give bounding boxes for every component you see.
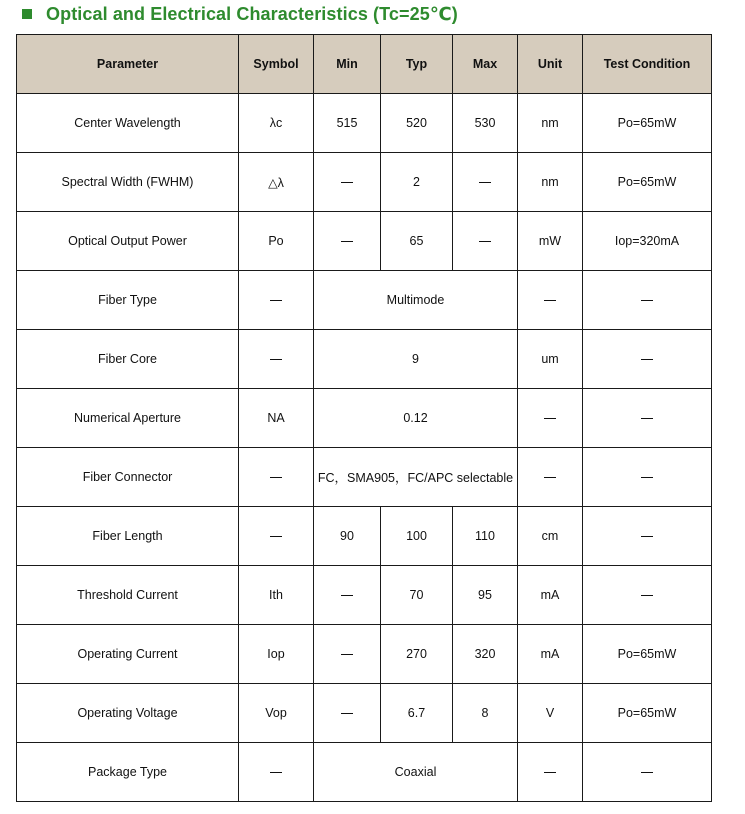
table-row	[17, 153, 712, 212]
cell-parameter: Fiber Type	[17, 271, 239, 330]
dash-icon	[641, 418, 653, 419]
table-row	[17, 94, 712, 153]
dash-icon	[479, 182, 491, 183]
cell-min-empty	[314, 684, 381, 743]
table-row	[17, 743, 712, 802]
cell-parameter: Fiber Core	[17, 330, 239, 389]
cell-symbol: △λ	[239, 153, 314, 212]
cell-parameter: Operating Voltage	[17, 684, 239, 743]
cell-typ: 70	[381, 566, 453, 625]
cell-unit: nm	[518, 94, 583, 153]
cell-max-empty	[453, 153, 518, 212]
dash-icon	[641, 300, 653, 301]
cell-value: 9	[314, 330, 518, 389]
dash-icon	[270, 536, 282, 537]
cell-max: 8	[453, 684, 518, 743]
cell-unit-empty	[518, 743, 583, 802]
cell-min-empty	[314, 625, 381, 684]
dash-icon	[341, 595, 353, 596]
cell-test-condition-empty	[583, 743, 712, 802]
dash-icon	[641, 477, 653, 478]
header-typ: Typ	[381, 35, 453, 94]
cell-unit: V	[518, 684, 583, 743]
cell-unit-empty	[518, 448, 583, 507]
dash-icon	[341, 654, 353, 655]
cell-value: Coaxial	[314, 743, 518, 802]
cell-unit-empty	[518, 271, 583, 330]
cell-test-condition: Po=65mW	[583, 94, 712, 153]
header-parameter: Parameter	[17, 35, 239, 94]
cell-parameter: Operating Current	[17, 625, 239, 684]
header-max: Max	[453, 35, 518, 94]
cell-symbol-empty	[239, 330, 314, 389]
cell-test-condition-empty	[583, 271, 712, 330]
cell-typ: 100	[381, 507, 453, 566]
table-row	[17, 625, 712, 684]
cell-typ: 2	[381, 153, 453, 212]
table-row	[17, 507, 712, 566]
cell-unit-empty	[518, 389, 583, 448]
cell-symbol: λc	[239, 94, 314, 153]
table-row	[17, 389, 712, 448]
header-test-condition: Test Condition	[583, 35, 712, 94]
header-min: Min	[314, 35, 381, 94]
dash-icon	[544, 418, 556, 419]
dash-icon	[341, 241, 353, 242]
cell-min: 515	[314, 94, 381, 153]
dash-icon	[270, 477, 282, 478]
cell-max: 530	[453, 94, 518, 153]
dash-icon	[270, 359, 282, 360]
section-title: Optical and Electrical Characteristics (Tc=25℃)	[46, 3, 458, 24]
cell-symbol: NA	[239, 389, 314, 448]
table-row	[17, 212, 712, 271]
cell-test-condition: Iop=320mA	[583, 212, 712, 271]
cell-unit: um	[518, 330, 583, 389]
cell-symbol: Po	[239, 212, 314, 271]
cell-symbol-empty	[239, 507, 314, 566]
dash-icon	[641, 536, 653, 537]
cell-symbol: Iop	[239, 625, 314, 684]
cell-max: 95	[453, 566, 518, 625]
cell-symbol-empty	[239, 448, 314, 507]
cell-test-condition-empty	[583, 448, 712, 507]
dash-icon	[641, 359, 653, 360]
table-header-row	[17, 35, 712, 94]
dash-icon	[544, 772, 556, 773]
cell-min-empty	[314, 566, 381, 625]
cell-typ: 520	[381, 94, 453, 153]
dash-icon	[341, 713, 353, 714]
cell-unit: cm	[518, 507, 583, 566]
cell-parameter: Center Wavelength	[17, 94, 239, 153]
dash-icon	[479, 241, 491, 242]
cell-symbol: Ith	[239, 566, 314, 625]
cell-typ: 65	[381, 212, 453, 271]
cell-max: 110	[453, 507, 518, 566]
characteristics-table	[16, 34, 712, 802]
cell-test-condition: Po=65mW	[583, 684, 712, 743]
dash-icon	[641, 772, 653, 773]
cell-max-empty	[453, 212, 518, 271]
cell-value: Multimode	[314, 271, 518, 330]
header-unit: Unit	[518, 35, 583, 94]
cell-unit: mW	[518, 212, 583, 271]
cell-test-condition-empty	[583, 389, 712, 448]
cell-min-empty	[314, 212, 381, 271]
cell-unit: mA	[518, 625, 583, 684]
cell-test-condition: Po=65mW	[583, 153, 712, 212]
cell-unit: mA	[518, 566, 583, 625]
dash-icon	[641, 595, 653, 596]
cell-parameter: Optical Output Power	[17, 212, 239, 271]
cell-parameter: Threshold Current	[17, 566, 239, 625]
dash-icon	[270, 300, 282, 301]
dash-icon	[544, 477, 556, 478]
cell-typ: 6.7	[381, 684, 453, 743]
square-bullet-icon	[22, 9, 32, 19]
cell-parameter: Package Type	[17, 743, 239, 802]
cell-parameter: Numerical Aperture	[17, 389, 239, 448]
cell-value: FC，SMA905，FC/APC selectable	[314, 448, 518, 507]
dash-icon	[544, 300, 556, 301]
table-row	[17, 684, 712, 743]
cell-parameter: Spectral Width (FWHM)	[17, 153, 239, 212]
cell-value: 0.12	[314, 389, 518, 448]
cell-symbol-empty	[239, 271, 314, 330]
cell-parameter: Fiber Length	[17, 507, 239, 566]
cell-parameter: Fiber Connector	[17, 448, 239, 507]
cell-max: 320	[453, 625, 518, 684]
cell-test-condition-empty	[583, 330, 712, 389]
cell-min-empty	[314, 153, 381, 212]
table-row	[17, 566, 712, 625]
table-row	[17, 448, 712, 507]
table-row	[17, 330, 712, 389]
section-heading	[22, 2, 458, 26]
cell-typ: 270	[381, 625, 453, 684]
cell-min: 90	[314, 507, 381, 566]
cell-unit: nm	[518, 153, 583, 212]
table-row	[17, 271, 712, 330]
dash-icon	[341, 182, 353, 183]
header-symbol: Symbol	[239, 35, 314, 94]
cell-test-condition-empty	[583, 507, 712, 566]
cell-symbol-empty	[239, 743, 314, 802]
cell-symbol: Vop	[239, 684, 314, 743]
cell-test-condition: Po=65mW	[583, 625, 712, 684]
cell-test-condition-empty	[583, 566, 712, 625]
dash-icon	[270, 772, 282, 773]
